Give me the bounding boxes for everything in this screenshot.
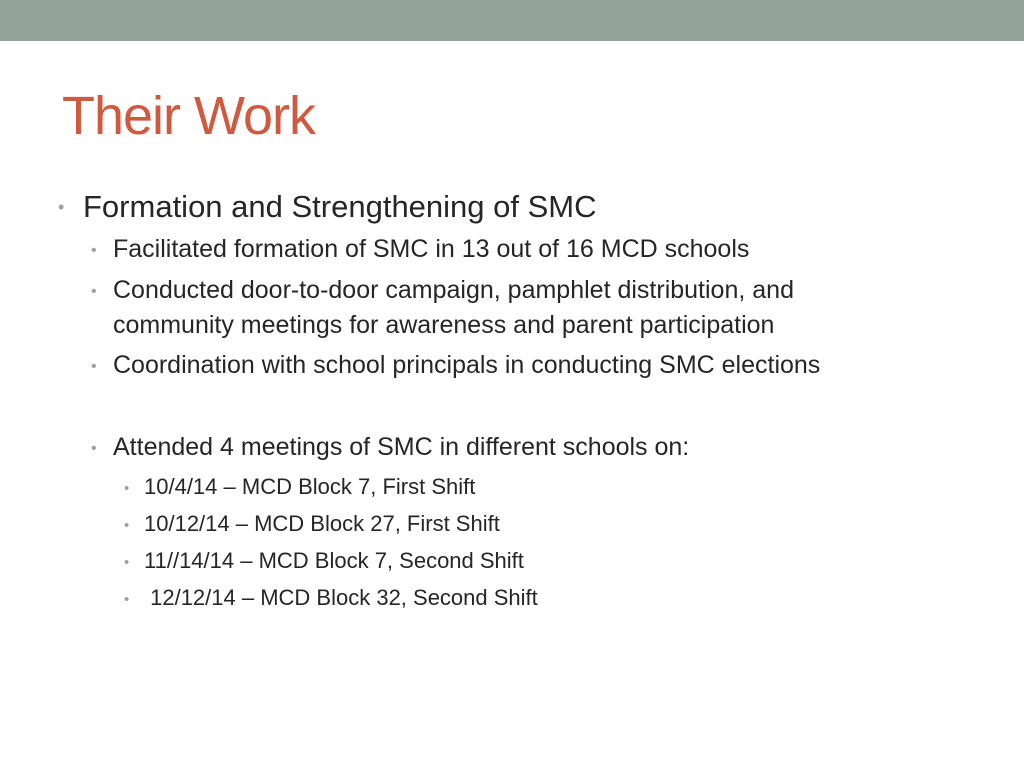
bullet-icon: • [91,242,97,259]
bullet-item-level2: Attended 4 meetings of SMC in different schools on: [113,433,690,461]
bullet-icon: • [124,554,130,571]
bullet-icon: • [91,440,97,457]
bullet-icon: • [124,480,130,497]
bullet-icon: • [91,358,97,375]
bullet-icon: • [124,517,130,534]
bullet-item-continuation: community meetings for awareness and parent participation [113,311,775,339]
bullet-item-level3: 11//14/14 – MCD Block 7, Second Shift [144,548,524,573]
bullet-icon: • [91,283,97,300]
bullet-item-level3: 12/12/14 – MCD Block 32, Second Shift [144,585,538,610]
bullet-item-level3: 10/4/14 – MCD Block 7, First Shift [144,474,476,499]
bullet-item-level2: Coordination with school principals in conducting SMC elections [113,351,821,379]
slide-title: Their Work [62,86,316,146]
bullet-item-level2: Conducted door-to-door campaign, pamphlet distribution, and [113,276,794,304]
bullet-item-level3: 10/12/14 – MCD Block 27, First Shift [144,511,500,536]
bullet-item-level1: Formation and Strengthening of SMC [83,189,597,224]
bullet-icon: • [58,197,65,217]
bullet-item-level2: Facilitated formation of SMC in 13 out of 16 MCD schools [113,235,750,263]
bullet-icon: • [124,591,130,608]
